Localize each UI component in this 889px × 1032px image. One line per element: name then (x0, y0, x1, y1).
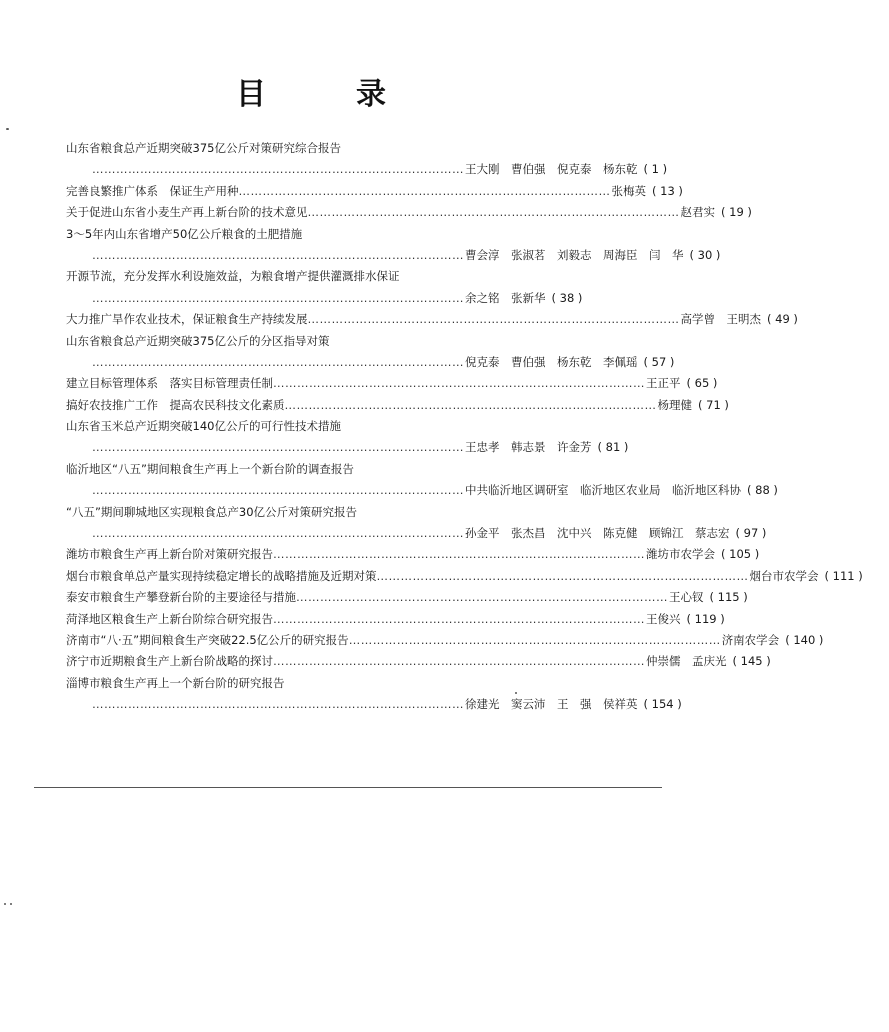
toc-entry[interactable] (66, 651, 771, 672)
leader-dots: ………………………………………………………………………………… (238, 183, 611, 198)
toc-entry-authors: 中共临沂地区调研室 临沂地区农业局 临沂地区科协 (465, 483, 741, 498)
table-of-contents (66, 138, 863, 716)
toc-entry-title: 烟台市粮食单总产量实现持续稳定增长的战略措施及近期对策 (66, 568, 377, 583)
leader-dots: ………………………………………………………………………………… (348, 632, 721, 647)
leader-dots: ………………………………………………………………………………… (273, 654, 645, 669)
toc-entry-title: 完善良繁推广体系 保证生产用种 (66, 183, 239, 198)
toc-title-line (66, 416, 546, 437)
toc-title-line (66, 673, 546, 694)
toc-entry[interactable] (66, 373, 718, 394)
toc-entry[interactable] (66, 437, 629, 458)
toc-entry-authors: 倪克泰 曹伯强 杨东乾 李佩瑶 (465, 354, 638, 369)
toc-title-line (66, 502, 546, 523)
leader-dots: ………………………………………………………………………………… (92, 162, 464, 177)
scan-speck (6, 128, 9, 130)
toc-entry[interactable] (66, 587, 748, 608)
horizontal-rule (34, 787, 662, 788)
toc-entry-page: ( 88 ) (747, 483, 778, 498)
toc-entry-title: 建立目标管理体系 落实目标管理责任制 (66, 376, 273, 391)
toc-entry-page: ( 97 ) (735, 526, 767, 541)
toc-entry-page: ( 19 ) (721, 205, 752, 220)
leader-dots: ………………………………………………………………………………… (92, 290, 464, 305)
toc-entry-title: 淄博市粮食生产再上一个新台阶的研究报告 (66, 675, 285, 690)
toc-entry-authors: 潍坊市农学会 (646, 547, 715, 562)
toc-entry-authors: 王正平 (646, 376, 681, 391)
toc-entry-authors: 王忠孝 韩志景 许金芳 (465, 440, 592, 455)
toc-entry-title: 关于促进山东省小麦生产再上新台阶的技术意见 (66, 205, 308, 220)
toc-title-line (66, 459, 546, 480)
toc-entry-page: ( 30 ) (689, 247, 721, 262)
toc-entry-page: ( 38 ) (551, 290, 583, 305)
toc-entry-authors: 孙金平 张杰昌 沈中兴 陈克健 顾锦江 蔡志宏 (465, 526, 730, 541)
toc-entry-page: ( 154 ) (643, 697, 682, 712)
toc-title-line (66, 266, 546, 287)
leader-dots: ………………………………………………………………………………… (92, 483, 464, 498)
toc-entry-title: 山东省玉米总产近期突破140亿公斤的可行性技术措施 (66, 419, 341, 434)
toc-entry[interactable] (66, 309, 798, 330)
leader-dots: ………………………………………………………………………………… (376, 568, 749, 583)
scan-speck (10, 903, 12, 905)
toc-entry-title: 搞好农技推广工作 提高农民科技文化素质 (66, 397, 285, 412)
toc-entry-page: ( 140 ) (785, 632, 824, 647)
scan-speck (4, 903, 6, 905)
toc-entry-title: “八五”期间聊城地区实现粮食总产30亿公斤对策研究报告 (66, 504, 358, 519)
leader-dots: ………………………………………………………………………………… (92, 697, 464, 712)
toc-entry-authors: 王心钗 (669, 590, 704, 605)
leader-dots: ………………………………………………………………………………… (92, 440, 464, 455)
toc-entry-page: ( 1 ) (643, 162, 668, 177)
toc-entry-title: 潍坊市粮食生产再上新台阶对策研究报告 (66, 547, 273, 562)
toc-entry[interactable] (66, 630, 824, 651)
toc-entry-page: ( 119 ) (686, 611, 725, 626)
toc-entry[interactable] (66, 544, 760, 565)
leader-dots: ………………………………………………………………………………… (307, 312, 680, 327)
leader-dots: ………………………………………………………………………………… (92, 247, 464, 262)
toc-entry[interactable] (66, 566, 863, 587)
toc-title-line (66, 224, 546, 245)
toc-entry-title: 菏泽地区粮食生产上新台阶综合研究报告 (66, 611, 273, 626)
toc-entry[interactable] (66, 694, 682, 715)
toc-entry-authors: 烟台市农学会 (749, 568, 819, 583)
toc-entry-authors: 王俊兴 (646, 611, 681, 626)
toc-entry[interactable] (66, 202, 752, 223)
toc-entry[interactable] (66, 159, 668, 180)
toc-entry-page: ( 49 ) (767, 312, 798, 327)
toc-entry-authors: 余之铭 张新华 (465, 290, 546, 305)
leader-dots: ………………………………………………………………………………… (284, 397, 657, 412)
toc-entry[interactable] (66, 395, 729, 416)
toc-entry-title: 3～5年内山东省增产50亿公斤粮食的土肥措施 (66, 226, 303, 241)
toc-entry-page: ( 115 ) (709, 590, 748, 605)
toc-entry-page: ( 57 ) (643, 354, 675, 369)
toc-entry[interactable] (66, 245, 721, 266)
toc-entry-page: ( 65 ) (686, 376, 718, 391)
toc-entry[interactable] (66, 480, 778, 501)
toc-entry-title: 山东省粮食总产近期突破375亿公斤的分区指导对策 (66, 333, 330, 348)
page-title-char-1: 目 (236, 77, 266, 112)
toc-entry-page: ( 71 ) (698, 397, 729, 412)
toc-entry-authors: 杨理健 (657, 397, 692, 412)
toc-entry-title: 山东省粮食总产近期突破375亿公斤对策研究综合报告 (66, 141, 341, 155)
toc-entry[interactable] (66, 523, 767, 544)
leader-dots: ………………………………………………………………………………… (273, 611, 645, 626)
leader-dots: ………………………………………………………………………………… (92, 354, 464, 369)
toc-entry-title: 大力推广旱作农业技术，保证粮食生产持续发展 (66, 312, 308, 327)
leader-dots: ………………………………………………………………………………… (273, 376, 645, 391)
toc-entry-page: ( 111 ) (824, 568, 863, 583)
toc-entry-title: 开源节流，充分发挥水利设施效益，为粮食增产提供灌溉排水保证 (66, 269, 400, 284)
leader-dots: ………………………………………………………………………………… (307, 205, 680, 220)
toc-title-line (66, 138, 546, 159)
toc-entry[interactable] (66, 181, 683, 202)
toc-entry-authors: 济南农学会 (721, 632, 780, 647)
toc-entry-page: ( 13 ) (652, 183, 683, 198)
toc-entry[interactable] (66, 288, 583, 309)
toc-entry[interactable] (66, 609, 725, 630)
toc-entry-title: 济南市“八·五”期间粮食生产突破22.5亿公斤的研究报告 (66, 632, 349, 647)
leader-dots: ………………………………………………………………………………… (296, 590, 668, 605)
leader-dots: ………………………………………………………………………………… (273, 547, 645, 562)
toc-entry-authors: 徐建光 窦云沛 王 强 侯祥英 (465, 697, 638, 712)
toc-entry-title: 临沂地区“八五”期间粮食生产再上一个新台阶的调查报告 (66, 461, 354, 476)
toc-entry[interactable] (66, 352, 675, 373)
toc-entry-authors: 张梅英 (611, 183, 646, 198)
toc-entry-title: 泰安市粮食生产攀登新台阶的主要途径与措施 (66, 590, 296, 605)
scan-speck (515, 692, 517, 694)
toc-entry-page: ( 81 ) (597, 440, 629, 455)
toc-entry-authors: 高学曾 王明杰 (680, 312, 761, 327)
toc-entry-title: 济宁市近期粮食生产上新台阶战略的探讨 (66, 654, 273, 669)
toc-title-line (66, 331, 546, 352)
toc-entry-authors: 曹会淳 张淑茗 刘毅志 周海臣 闫 华 (465, 247, 684, 262)
toc-entry-authors: 赵君实 (680, 205, 715, 220)
toc-entry-authors: 仲崇儒 孟庆光 (646, 654, 727, 669)
toc-entry-page: ( 105 ) (721, 547, 760, 562)
page-title-char-2: 录 (356, 77, 386, 112)
toc-entry-page: ( 145 ) (732, 654, 771, 669)
toc-entry-authors: 王大刚 曹伯强 倪克泰 杨东乾 (465, 162, 638, 177)
leader-dots: ………………………………………………………………………………… (92, 526, 464, 541)
